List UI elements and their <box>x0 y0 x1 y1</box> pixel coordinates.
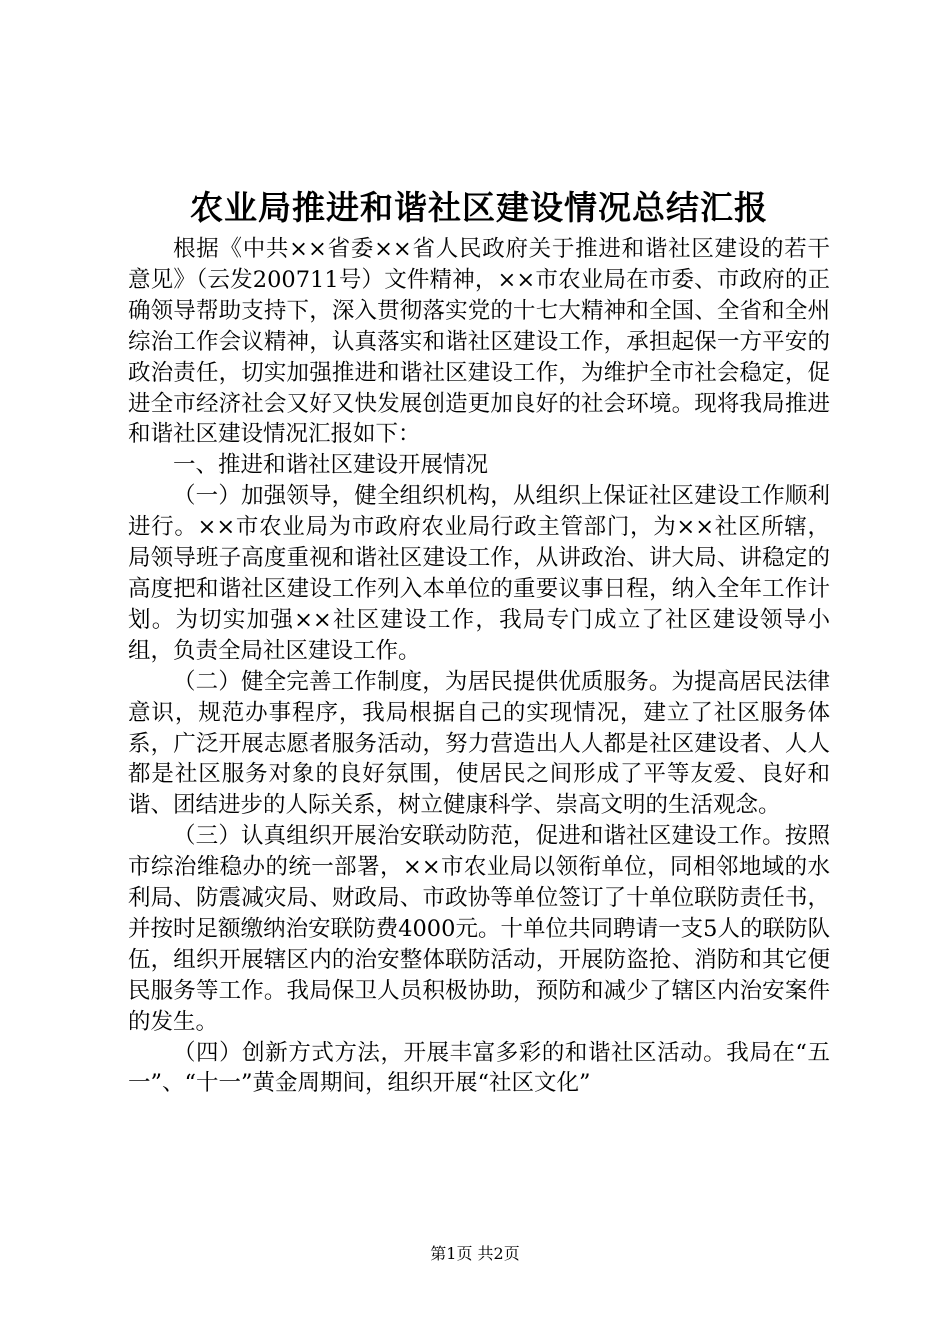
paragraph-item-4: （四）创新方式方法，开展丰富多彩的和谐社区活动。我局在“五一”、“十一”黄金周期间，组织开展“社区文化” <box>128 1039 830 1097</box>
paragraph-item-2: （二）健全完善工作制度，为居民提供优质服务。为提高居民法律意识，规范办事程序，我局根据自己的实现情况，建立了社区服务体系，广泛开展志愿者服务活动，努力营造出人人都是社区建设者、人人都是社区服务对象的良好氛围，使居民之间形成了平等友爱、良好和谐、团结进步的人际关系，树立健康科学、崇高文明的生活观念。 <box>128 668 830 819</box>
document-title: 农业局推进和谐社区建设情况总结汇报 <box>190 188 768 227</box>
document-body <box>128 234 830 1099</box>
paragraph-item-1: （一）加强领导，健全组织机构，从组织上保证社区建设工作顺利进行。××市农业局为市政府农业局行政主管部门，为××社区所辖，局领导班子高度重视和谐社区建设工作，从讲政治、讲大局、讲稳定的高度把和谐社区建设工作列入本单位的重要议事日程，纳入全年工作计划。为切实加强××社区建设工作，我局专门成立了社区建设领导小组，负责全局社区建设工作。 <box>128 483 830 664</box>
section-heading: 一、推进和谐社区建设开展情况 <box>173 452 489 479</box>
paragraph-item-3: （三）认真组织开展治安联动防范，促进和谐社区建设工作。按照市综治维稳办的统一部署，××市农业局以领衔单位，同相邻地域的水利局、防震减灾局、财政局、市政协等单位签订了十单位联防责任书，并按时足额缴纳治安联防费4000元。十单位共同聘请一支5人的联防队伍，组织开展辖区内的治安整体联防活动，开展防盗抢、消防和其它便民服务等工作。我局保卫人员积极协助，预防和减少了辖区内治安案件的发生。 <box>128 823 830 1035</box>
paragraph-intro: 根据《中共××省委××省人民政府关于推进和谐社区建设的若干意见》（云发200711号）文件精神，××市农业局在市委、市政府的正确领导帮助支持下，深入贯彻落实党的十七大精神和全国、全省和全州综治工作会议精神，认真落实和谐社区建设工作，承担起保一方平安的政治责任，切实加强推进和谐社区建设工作，为维护全市社会稳定，促进全市经济社会又好又快发展创造更加良好的社会环境。现将我局推进和谐社区建设情况汇报如下： <box>128 236 830 448</box>
page-footer: 第1页 共2页 <box>430 1244 520 1263</box>
